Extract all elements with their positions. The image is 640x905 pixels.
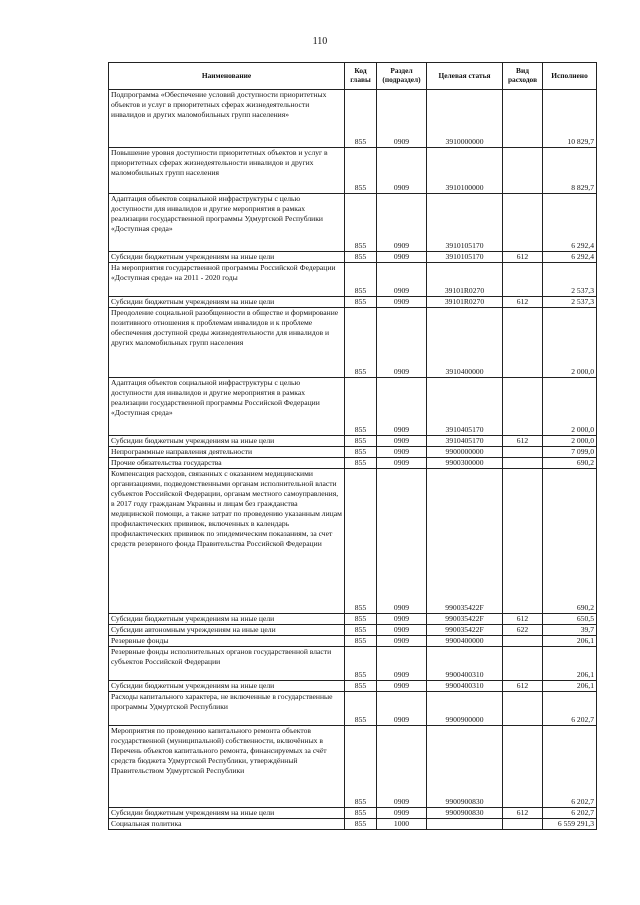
cell-celevaya: 990035422F — [427, 469, 503, 614]
cell-celevaya: 9900400310 — [427, 647, 503, 681]
cell-vid: 612 — [503, 252, 543, 263]
cell-razdel: 0909 — [377, 297, 427, 308]
cell-celevaya: 3910105170 — [427, 252, 503, 263]
cell-celevaya: 9900400310 — [427, 681, 503, 692]
cell-razdel: 0909 — [377, 647, 427, 681]
cell-name: Субсидии бюджетным учреждениям на иные цели — [109, 297, 345, 308]
table-row — [109, 681, 597, 692]
table-row — [109, 447, 597, 458]
table-row — [109, 692, 597, 726]
cell-vid — [503, 726, 543, 808]
cell-razdel: 0909 — [377, 378, 427, 436]
cell-code: 855 — [345, 297, 377, 308]
cell-celevaya: 3910405170 — [427, 378, 503, 436]
cell-code: 855 — [345, 614, 377, 625]
cell-celevaya: 9900400000 — [427, 636, 503, 647]
cell-ispolneno: 7 099,0 — [543, 447, 597, 458]
table-row — [109, 819, 597, 830]
cell-code: 855 — [345, 458, 377, 469]
cell-ispolneno: 6 559 291,3 — [543, 819, 597, 830]
cell-code: 855 — [345, 647, 377, 681]
cell-celevaya: 9900300000 — [427, 458, 503, 469]
cell-code: 855 — [345, 636, 377, 647]
cell-ispolneno: 2 537,3 — [543, 263, 597, 297]
header-celevaya: Целевая статья — [427, 63, 503, 90]
cell-name: Субсидии бюджетным учреждениям на иные цели — [109, 436, 345, 447]
cell-ispolneno: 2 000,0 — [543, 378, 597, 436]
cell-name: На мероприятия государственной программы Российской Федерации «Доступная среда» на 2011 - 2020 годы — [109, 263, 345, 297]
cell-vid — [503, 692, 543, 726]
cell-celevaya: 3910000000 — [427, 90, 503, 148]
cell-razdel: 0909 — [377, 148, 427, 194]
cell-code: 855 — [345, 378, 377, 436]
cell-vid: 612 — [503, 808, 543, 819]
cell-razdel: 0909 — [377, 692, 427, 726]
cell-vid — [503, 308, 543, 378]
cell-vid — [503, 194, 543, 252]
cell-razdel: 1000 — [377, 819, 427, 830]
cell-celevaya: 39101R0270 — [427, 297, 503, 308]
cell-vid — [503, 378, 543, 436]
cell-name: Субсидии бюджетным учреждениям на иные цели — [109, 614, 345, 625]
cell-name: Адаптация объектов социальной инфраструктуры с целью доступности для инвалидов и другие мероприятия в рамках реализации государственной программы Российской Федерации «Доступная среда» — [109, 378, 345, 436]
table-row — [109, 458, 597, 469]
cell-vid — [503, 263, 543, 297]
header-code: Код главы — [345, 63, 377, 90]
cell-celevaya: 39101R0270 — [427, 263, 503, 297]
cell-code: 855 — [345, 469, 377, 614]
cell-ispolneno: 6 202,7 — [543, 692, 597, 726]
cell-ispolneno: 8 829,7 — [543, 148, 597, 194]
table-row — [109, 469, 597, 614]
cell-razdel: 0909 — [377, 458, 427, 469]
cell-name: Повышение уровня доступности приоритетных объектов и услуг в приоритетных сферах жизнедеятельности инвалидов и других маломобильных групп населения — [109, 148, 345, 194]
cell-ispolneno: 6 292,4 — [543, 194, 597, 252]
cell-vid: 612 — [503, 614, 543, 625]
cell-ispolneno: 6 202,7 — [543, 726, 597, 808]
cell-code: 855 — [345, 447, 377, 458]
cell-vid: 612 — [503, 681, 543, 692]
cell-ispolneno: 206,1 — [543, 681, 597, 692]
table-row — [109, 194, 597, 252]
cell-vid — [503, 647, 543, 681]
cell-code: 855 — [345, 819, 377, 830]
cell-razdel: 0909 — [377, 263, 427, 297]
cell-code: 855 — [345, 681, 377, 692]
cell-vid — [503, 636, 543, 647]
cell-code: 855 — [345, 194, 377, 252]
table-row — [109, 297, 597, 308]
cell-name: Преодоление социальной разобщенности в обществе и формирование позитивного отношения к проблемам инвалидов и к проблеме обеспечения доступной среды жизнедеятельности для инвалидов и других маломобильных групп населения — [109, 308, 345, 378]
cell-name: Резервные фонды — [109, 636, 345, 647]
cell-celevaya: 990035422F — [427, 625, 503, 636]
cell-name: Субсидии бюджетным учреждениям на иные цели — [109, 808, 345, 819]
cell-ispolneno: 690,2 — [543, 458, 597, 469]
cell-code: 855 — [345, 625, 377, 636]
cell-vid: 612 — [503, 297, 543, 308]
cell-ispolneno: 2 000,0 — [543, 308, 597, 378]
cell-code: 855 — [345, 252, 377, 263]
cell-name: Мероприятия по проведению капитального ремонта объектов государственной (муниципальной) собственности, включённых в Перечень объектов капитального ремонта, финансируемых за счёт средств бюджета Удмуртской Республики, утверждённый Правительством Удмуртской Республики — [109, 726, 345, 808]
cell-name: Компенсация расходов, связанных с оказанием медицинскими организациями, подведомственными органам исполнительной власти субъектов Российской Федерации, органам местного самоуправления, в 2017 году гражданам Украины и лицам без гражданства медицинской помощи, а также затрат по проведению указанным лицам профилактических прививок, включенных в календарь профилактических прививок по эпидемическим показаниям, за счет средств резервного фонда Правительства Российской Федерации — [109, 469, 345, 614]
cell-code: 855 — [345, 148, 377, 194]
cell-celevaya: 990035422F — [427, 614, 503, 625]
cell-name: Подпрограмма «Обеспечение условий доступности приоритетных объектов и услуг в приоритетных сферах жизнедеятельности инвалидов и других маломобильных групп населения» — [109, 90, 345, 148]
cell-code: 855 — [345, 436, 377, 447]
header-name: Наименование — [109, 63, 345, 90]
cell-name: Субсидии бюджетным учреждениям на иные цели — [109, 681, 345, 692]
cell-vid — [503, 458, 543, 469]
table-row — [109, 252, 597, 263]
cell-name: Прочие обязательства государства — [109, 458, 345, 469]
cell-code: 855 — [345, 726, 377, 808]
cell-razdel: 0909 — [377, 308, 427, 378]
cell-razdel: 0909 — [377, 447, 427, 458]
table-row — [109, 808, 597, 819]
table-row — [109, 614, 597, 625]
cell-vid — [503, 819, 543, 830]
cell-name: Адаптация объектов социальной инфраструктуры с целью доступности для инвалидов и другие мероприятия в рамках реализации государственной программы Удмуртской Республики «Доступная среда» — [109, 194, 345, 252]
cell-razdel: 0909 — [377, 808, 427, 819]
cell-ispolneno: 10 829,7 — [543, 90, 597, 148]
cell-code: 855 — [345, 692, 377, 726]
cell-vid: 612 — [503, 436, 543, 447]
cell-code: 855 — [345, 263, 377, 297]
cell-name: Субсидии бюджетным учреждениям на иные цели — [109, 252, 345, 263]
cell-celevaya: 9900900830 — [427, 808, 503, 819]
cell-razdel: 0909 — [377, 625, 427, 636]
cell-ispolneno: 2 537,3 — [543, 297, 597, 308]
table-row — [109, 436, 597, 447]
table-header-row — [109, 63, 597, 90]
cell-vid: 622 — [503, 625, 543, 636]
cell-celevaya: 9900900830 — [427, 726, 503, 808]
cell-code: 855 — [345, 90, 377, 148]
cell-vid — [503, 447, 543, 458]
cell-ispolneno: 206,1 — [543, 636, 597, 647]
cell-razdel: 0909 — [377, 90, 427, 148]
table-row — [109, 148, 597, 194]
table-row — [109, 90, 597, 148]
table-row — [109, 647, 597, 681]
cell-vid — [503, 469, 543, 614]
cell-name: Резервные фонды исполнительных органов государственной власти субъектов Российской Федерации — [109, 647, 345, 681]
header-vid: Вид расходов — [503, 63, 543, 90]
table-row — [109, 263, 597, 297]
table-row — [109, 726, 597, 808]
cell-razdel: 0909 — [377, 636, 427, 647]
cell-celevaya: 3910405170 — [427, 436, 503, 447]
cell-razdel: 0909 — [377, 469, 427, 614]
cell-razdel: 0909 — [377, 436, 427, 447]
cell-razdel: 0909 — [377, 681, 427, 692]
budget-table — [108, 62, 597, 830]
cell-celevaya — [427, 819, 503, 830]
table-row — [109, 636, 597, 647]
cell-code: 855 — [345, 308, 377, 378]
cell-ispolneno: 6 292,4 — [543, 252, 597, 263]
cell-razdel: 0909 — [377, 726, 427, 808]
cell-razdel: 0909 — [377, 194, 427, 252]
cell-ispolneno: 6 202,7 — [543, 808, 597, 819]
cell-ispolneno: 206,1 — [543, 647, 597, 681]
cell-celevaya: 9900900000 — [427, 692, 503, 726]
table-row — [109, 308, 597, 378]
cell-ispolneno: 39,7 — [543, 625, 597, 636]
header-razdel: Раздел (подраздел) — [377, 63, 427, 90]
cell-name: Социальная политика — [109, 819, 345, 830]
cell-ispolneno: 650,5 — [543, 614, 597, 625]
cell-celevaya: 3910100000 — [427, 148, 503, 194]
cell-vid — [503, 148, 543, 194]
cell-vid — [503, 90, 543, 148]
cell-celevaya: 3910400000 — [427, 308, 503, 378]
cell-ispolneno: 690,2 — [543, 469, 597, 614]
cell-celevaya: 3910105170 — [427, 194, 503, 252]
cell-celevaya: 9900000000 — [427, 447, 503, 458]
cell-name: Расходы капитального характера, не включенные в государственные программы Удмуртской Республики — [109, 692, 345, 726]
cell-code: 855 — [345, 808, 377, 819]
header-ispolneno: Исполнено — [543, 63, 597, 90]
page-number: 110 — [312, 36, 328, 47]
cell-name: Субсидии автономным учреждениям на иные цели — [109, 625, 345, 636]
table-row — [109, 625, 597, 636]
table-row — [109, 378, 597, 436]
cell-ispolneno: 2 000,0 — [543, 436, 597, 447]
cell-razdel: 0909 — [377, 614, 427, 625]
cell-name: Непрограммные направления деятельности — [109, 447, 345, 458]
cell-razdel: 0909 — [377, 252, 427, 263]
